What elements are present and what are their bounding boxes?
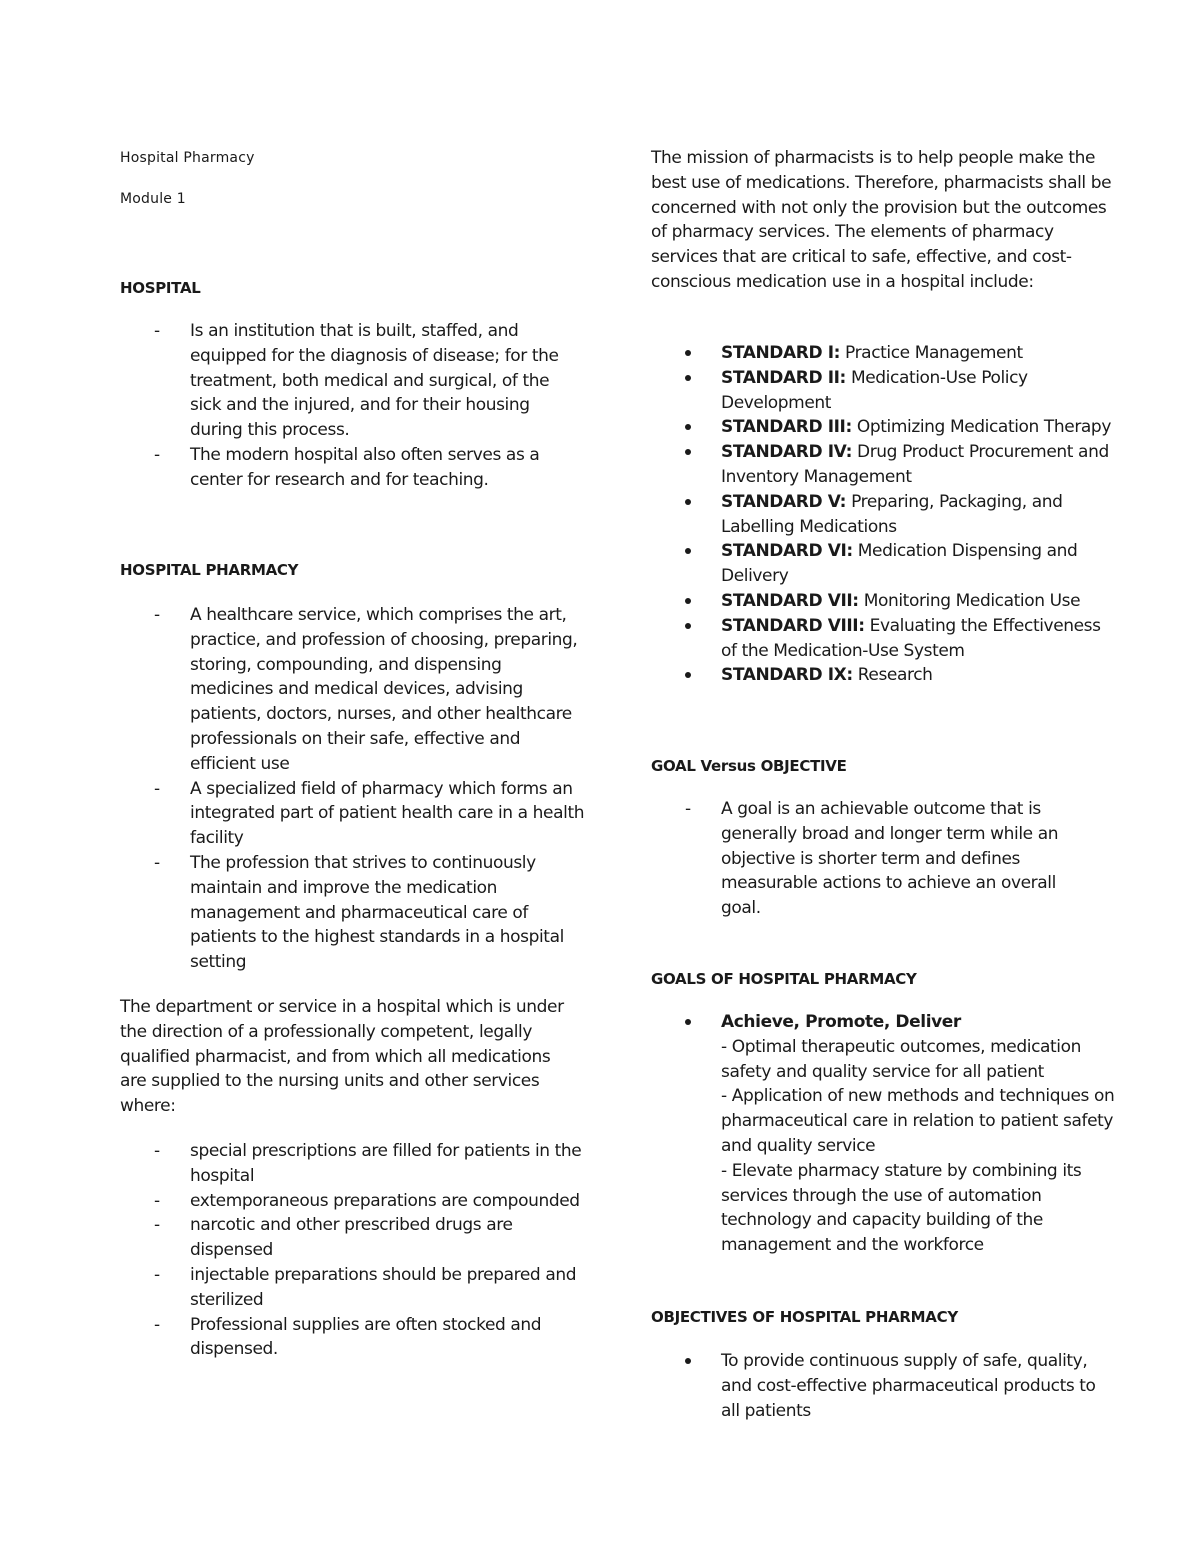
list-item: STANDARD V: Preparing, Packaging, and Labelling Medications [651,490,1116,540]
bullet-icon [685,350,691,356]
hospital-list [120,319,585,493]
list-item: - A specialized field of pharmacy which forms an integrated part of patient health care in a health facility [154,778,585,849]
list-item [651,1010,1116,1258]
list-item: - A goal is an achievable outcome that is generally broad and longer term while an objective is shorter term and defines measurable actions to achieve an overall goal. [685,799,1059,919]
goals-bullet-title: Achieve, Promote, Deliver [721,1012,961,1032]
list-item: STANDARD VIII: Evaluating the Effectiveness of the Medication-Use System [651,614,1116,664]
goals-heading: GOALS OF HOSPITAL PHARMACY [651,970,917,988]
bullet-icon [685,375,691,381]
goal-line: - Optimal therapeutic outcomes, medication safety and quality service for all patient [721,1036,1082,1082]
list-item: STANDARD I: Practice Management [651,341,1116,366]
list-item: - injectable preparations should be prepared and sterilized [154,1264,577,1310]
list-item: - A healthcare service, which comprises the art, practice, and profession of choosing, preparing, storing, compounding, and dispensing medicines and medical devices, advising patients, doctors, nurses, and other healthcare professionals on their safe, effective and efficient use [154,605,578,774]
course-title: Hospital Pharmacy [120,150,255,166]
bullet-icon [685,1019,691,1025]
mission-paragraph: The mission of pharmacists is to help people make the best use of medications. Therefore, pharmacists shall be concerned with not only the provision but the outcomes of pharmacy services. The elements of pharmacy services that are critical to safe, effective, and cost-conscious medication use in a hospital include: [651,148,1112,292]
list-item: - The profession that strives to continuously maintain and improve the medication management and pharmaceutical care of patients to the highest standards in a hospital setting [154,852,564,973]
list-item: - The modern hospital also often serves as a center for research and for teaching. [154,444,540,490]
bullet-icon [685,548,691,554]
bullet-icon [685,623,691,629]
list-item: - extemporaneous preparations are compounded [154,1190,580,1211]
bullet-icon [685,672,691,678]
goal-vs-objective-heading: GOAL Versus OBJECTIVE [651,757,847,775]
goal-vs-objective-list [651,797,1116,921]
list-item: - Professional supplies are often stocked and dispensed. [154,1314,542,1360]
bullet-icon [685,449,691,455]
objectives-heading: OBJECTIVES OF HOSPITAL PHARMACY [651,1308,958,1326]
list-item: STANDARD IV: Drug Product Procurement and Inventory Management [651,440,1116,490]
list-item: - Is an institution that is built, staffed, and equipped for the diagnosis of disease; for the treatment, both medical and surgical, of the sick and the injured, and for their housing during this process. [154,321,559,441]
list-item: - special prescriptions are filled for patients in the hospital [154,1141,582,1186]
list-item: STANDARD VI: Medication Dispensing and Delivery [651,539,1116,589]
services-list [120,1139,585,1362]
hospital-heading: HOSPITAL [120,279,201,297]
department-paragraph: The department or service in a hospital which is under the direction of a professionally competent, legally qualified pharmacist, and from which all medications are supplied to the nursing units and other services where: [120,997,564,1117]
bullet-icon [685,598,691,604]
goal-line: - Application of new methods and techniques on pharmaceutical care in relation to patient safety and quality service [721,1086,1115,1156]
list-item: - narcotic and other prescribed drugs are dispensed [154,1215,513,1261]
hospital-pharmacy-list [120,603,585,975]
list-item: STANDARD II: Medication-Use Policy Development [651,366,1116,416]
bullet-icon [685,1358,691,1364]
bullet-icon [685,499,691,505]
bullet-icon [685,424,691,430]
list-item: To provide continuous supply of safe, quality, and cost-effective pharmaceutical products to all patients [651,1349,1116,1423]
list-item: STANDARD III: Optimizing Medication Therapy [651,415,1116,440]
standards-list [651,341,1116,688]
list-item: STANDARD VII: Monitoring Medication Use [651,589,1116,614]
list-item: STANDARD IX: Research [651,663,1116,688]
module-label: Module 1 [120,191,186,207]
goals-list [651,1010,1116,1258]
goal-line: - Elevate pharmacy stature by combining its services through the use of automation technology and capacity building of the management and the workforce [721,1160,1082,1256]
objectives-list [651,1349,1116,1423]
hospital-pharmacy-heading: HOSPITAL PHARMACY [120,561,299,579]
